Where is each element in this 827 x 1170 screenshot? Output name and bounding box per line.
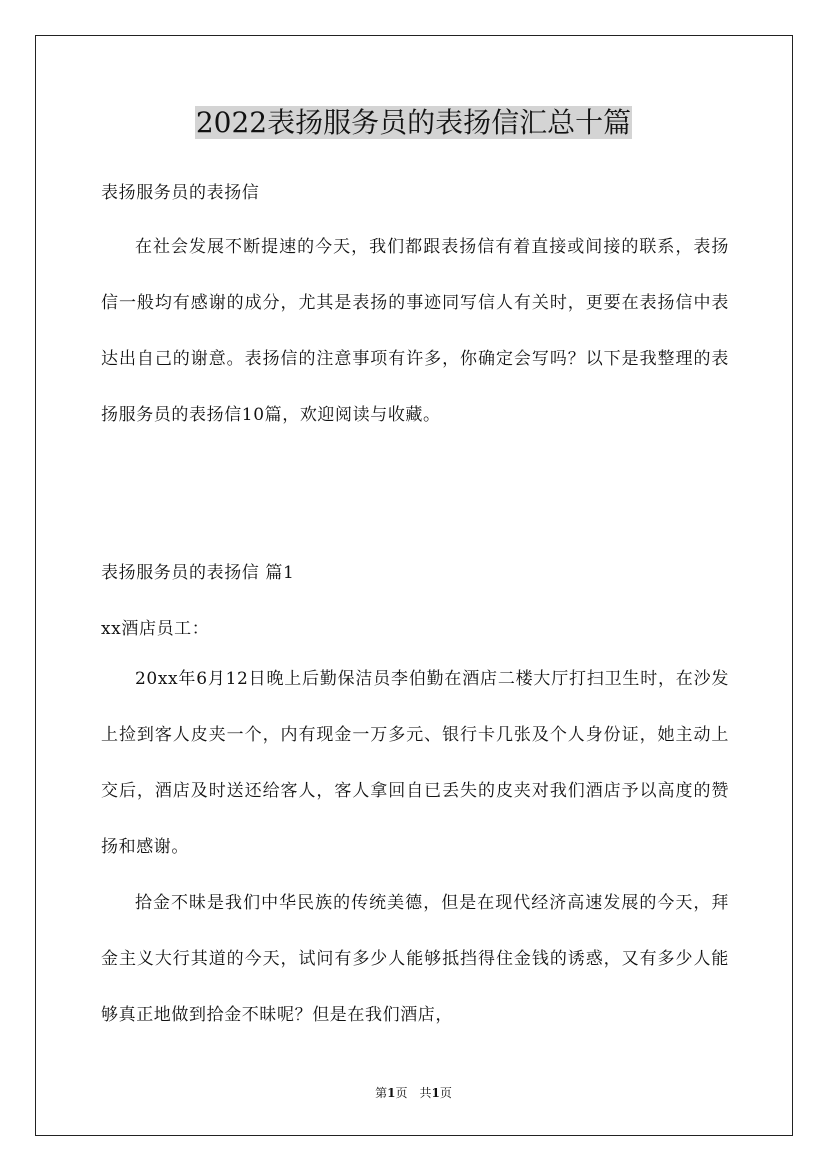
footer-total-number: 1 [431,1086,440,1100]
footer-page-number: 1 [387,1086,396,1100]
document-title-text: 2022表扬服务员的表扬信汇总十篇 [195,106,632,139]
letter-salutation: xx酒店员工： [101,619,210,639]
footer-page-label: 第 [375,1086,388,1100]
document-title [0,103,827,143]
letter-body [101,651,729,1043]
page-footer [0,1085,827,1101]
footer-page-unit: 页 [395,1086,408,1100]
section-heading: 表扬服务员的表扬信 [101,183,260,203]
intro-paragraph: 在社会发展不断提速的今天，我们都跟表扬信有着直接或间接的联系，表扬信一般均有感谢的成分，尤其是表扬的事迹同写信人有关时，更要在表扬信中表达出自己的谢意。表扬信的注意事项有许多，你确定会写吗？以下是我整理的表扬服务员的表扬信10篇，欢迎阅读与收藏。 [101,237,729,425]
footer-total-unit: 页 [439,1086,452,1100]
footer-total-label: 共 [419,1086,432,1100]
letter-paragraph-2: 拾金不昧是我们中华民族的传统美德，但是在现代经济高速发展的今天，拜金主义大行其道的今天，试问有多少人能够抵挡得住金钱的诱惑，又有多少人能够真正地做到拾金不昧呢？但是在我们酒店， [101,893,729,1025]
letter-paragraph-1: 20xx年6月12日晚上后勤保洁员李伯勤在酒店二楼大厅打扫卫生时，在沙发上捡到客人皮夹一个，内有现金一万多元、银行卡几张及个人身份证，她主动上交后，酒店及时送还给客人，客人拿回自已丢失的皮夹对我们酒店予以高度的赞扬和感谢。 [101,669,729,857]
intro-block [101,219,729,443]
letter-heading: 表扬服务员的表扬信 篇1 [101,563,295,583]
